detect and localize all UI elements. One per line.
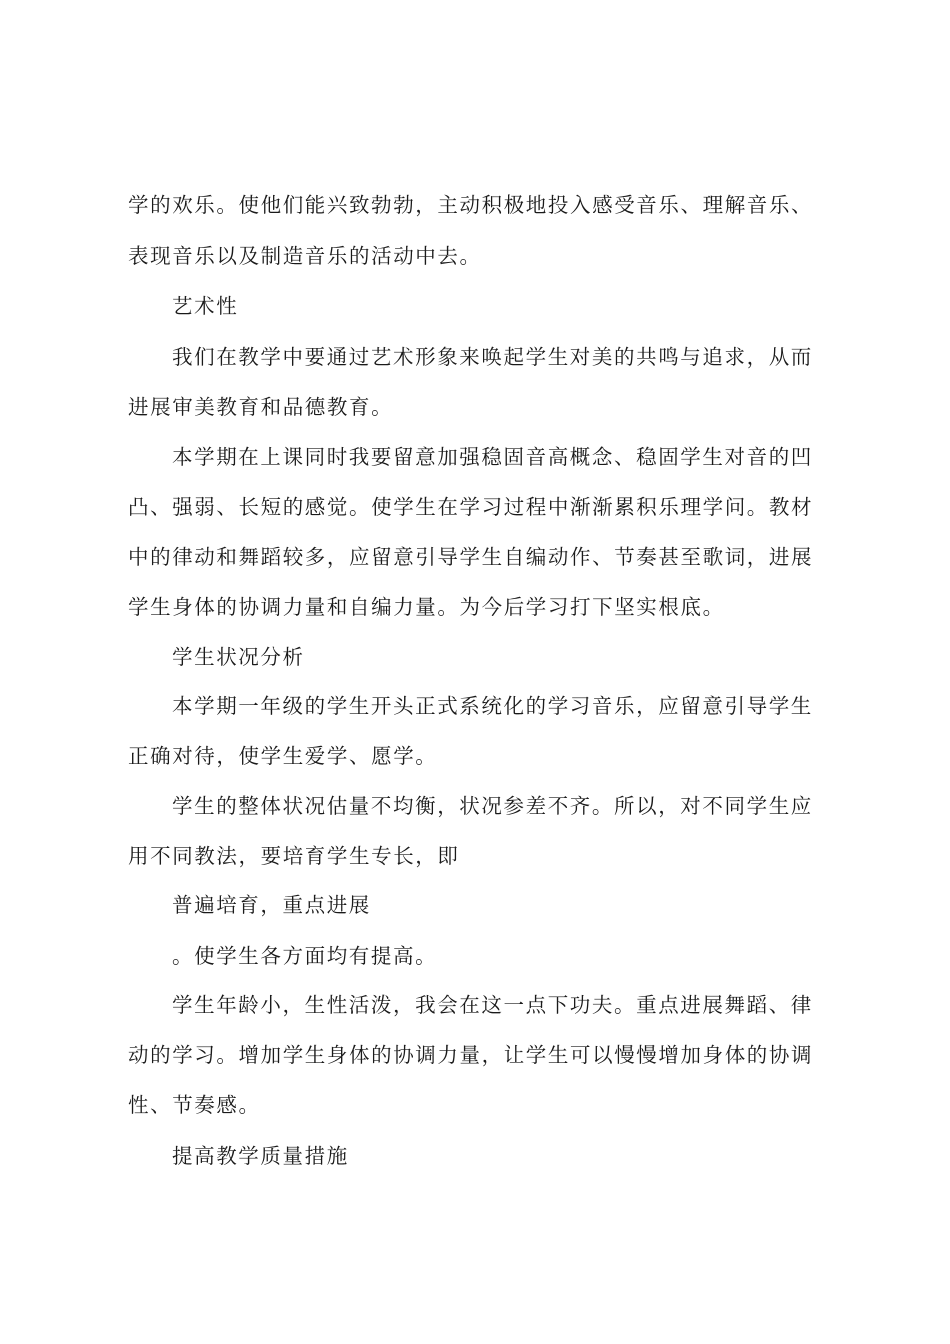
text-line: 学的欢乐。使他们能兴致勃勃，主动积极地投入感受音乐、理解音乐、 <box>128 193 814 217</box>
section-heading: 艺术性 <box>172 294 239 318</box>
text-line: 正确对待，使学生爱学、愿学。 <box>128 744 438 768</box>
text-line: 用不同教法，要培育学生专长，即 <box>128 844 460 868</box>
text-line: 。使学生各方面均有提高。 <box>172 944 438 968</box>
section-heading: 提高教学质量措施 <box>172 1144 349 1168</box>
text-line: 表现音乐以及制造音乐的活动中去。 <box>128 244 482 268</box>
text-line: 本学期在上课同时我要留意加强稳固音高概念、稳固学生对音的凹 <box>172 445 813 469</box>
text-line: 学生年龄小，生性活泼，我会在这一点下功夫。重点进展舞蹈、律 <box>172 993 813 1017</box>
text-line: 性、节奏感。 <box>128 1093 261 1117</box>
text-line: 学生的整体状况估量不均衡，状况参差不齐。所以，对不同学生应 <box>172 794 813 818</box>
text-line: 我们在教学中要通过艺术形象来唤起学生对美的共鸣与追求，从而 <box>172 345 813 369</box>
text-line: 凸、强弱、长短的感觉。使学生在学习过程中渐渐累积乐理学问。教材 <box>128 495 814 519</box>
text-line: 进展审美教育和品德教育。 <box>128 395 394 419</box>
section-heading: 学生状况分析 <box>172 645 305 669</box>
text-line: 动的学习。增加学生身体的协调力量，让学生可以慢慢增加身体的协调 <box>128 1043 814 1067</box>
text-line: 学生身体的协调力量和自编力量。为今后学习打下坚实根底。 <box>128 595 725 619</box>
text-line: 本学期一年级的学生开头正式系统化的学习音乐，应留意引导学生 <box>172 694 813 718</box>
text-line: 普遍培育，重点进展 <box>172 893 371 917</box>
text-line: 中的律动和舞蹈较多，应留意引导学生自编动作、节奏甚至歌词，进展 <box>128 545 814 569</box>
